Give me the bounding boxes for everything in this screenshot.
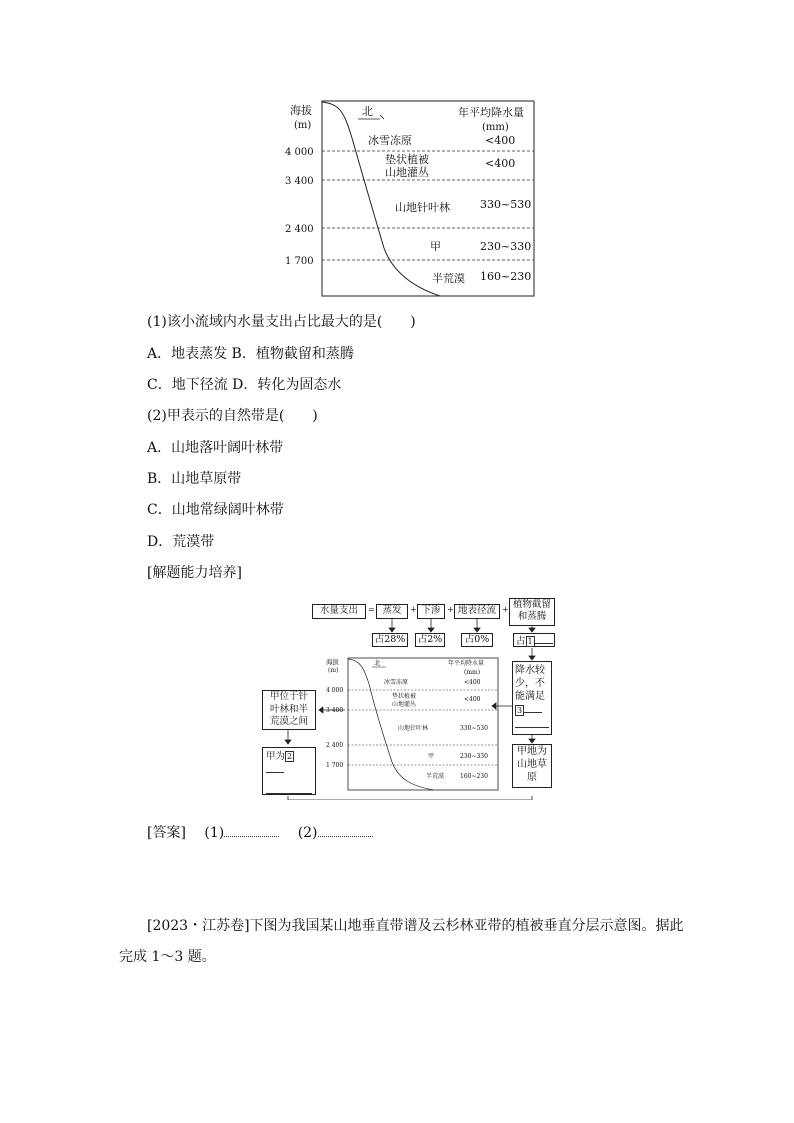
mini-altitude-unit: (m) — [328, 667, 339, 674]
right-note-line-1: 降水较 — [515, 665, 545, 676]
mini-zone-diagram — [324, 654, 504, 792]
right-note-line-2: 少，不 — [515, 678, 545, 689]
tick-4000: 4 000 — [285, 147, 314, 158]
blank-3-marker: 3 — [517, 706, 523, 715]
vertical-zone-diagram — [280, 98, 540, 302]
plant-line-2: 和蒸腾 — [517, 611, 547, 622]
plant-pct-box — [513, 633, 555, 647]
mini-north-label: 北 — [374, 659, 381, 667]
plus-3: + — [502, 605, 509, 614]
answer-label: [答案] — [147, 825, 186, 841]
left-note-line-3: 荒漠之间 — [269, 716, 308, 727]
next-question-line-1: [2023・江苏卷]下图为我国某山地垂直带谱及云杉林亚带的植被垂直分层示意图。据此 — [147, 918, 684, 934]
right-result-box — [512, 744, 552, 788]
zone-jia: 甲 — [430, 240, 441, 253]
blank-2-line-a — [266, 763, 284, 773]
answer-2-label: (2) — [297, 825, 318, 841]
zone-cushion: 垫状植被 — [385, 153, 429, 166]
right-result-line-2: 山地草 — [517, 759, 547, 770]
blank-3-line-a — [524, 703, 542, 713]
mini-zone-conifer: 山地针叶林 — [398, 725, 429, 732]
zone-shrub: 山地灌丛 — [385, 166, 429, 179]
tick-1700: 1 700 — [285, 256, 314, 267]
mini-precip-header: 年平均降水量 — [448, 660, 485, 667]
mini-zone-shrub: 山地灌丛 — [392, 701, 417, 708]
runoff-pct-box: 占0% — [461, 633, 493, 647]
precip-ice-tundra: <400 — [485, 134, 516, 147]
tick-2400: 2 400 — [285, 224, 314, 235]
plant-line-1: 植物截留 — [512, 599, 551, 610]
precip-conifer: 330~530 — [480, 198, 532, 211]
mini-tick-2400: 2 400 — [326, 742, 344, 749]
question-1: (1)该小流域内水量支出占比最大的是( ) — [147, 314, 416, 330]
seep-box: 下渗 — [417, 604, 445, 619]
mini-precip-cushion: <400 — [464, 696, 481, 703]
water-out-box: 水量支出 — [312, 604, 366, 619]
precip-cushion: <400 — [485, 157, 516, 170]
question-2-option-a: A．山地落叶阔叶林带 — [147, 440, 284, 456]
right-note-line-3: 能满足 — [515, 691, 545, 702]
blank-2-line-b — [266, 781, 312, 794]
zone-ice-tundra: 冰雪冻原 — [368, 134, 412, 147]
evap-pct-box: 占28% — [372, 633, 408, 647]
plus-2: + — [447, 605, 454, 614]
mini-zone-jia: 甲 — [428, 753, 435, 760]
jia-is-label: 甲为 — [266, 751, 286, 762]
equals-sign: = — [368, 605, 375, 614]
blank-1-line — [535, 634, 553, 644]
blank-2-marker: 2 — [287, 752, 293, 761]
precip-unit: (mm) — [482, 122, 509, 133]
blank-1-marker: 1 — [527, 637, 533, 646]
left-note-line-1: 甲位于针 — [269, 691, 308, 702]
mini-zone-semi-desert: 半荒漠 — [426, 773, 445, 780]
north-label: 北 — [362, 105, 373, 118]
right-note-box — [512, 661, 552, 735]
mini-precip-jia: 230~330 — [460, 753, 488, 760]
seep-pct-box: 占2% — [415, 633, 445, 647]
left-note-box — [262, 690, 316, 730]
question-2-option-c: C．山地常绿阔叶林带 — [147, 502, 284, 518]
plant-pct-prefix: 占 — [516, 636, 526, 647]
left-note-line-2: 叶林和半 — [269, 703, 308, 715]
question-1-options-ab: A．地表蒸发 B．植物截留和蒸腾 — [147, 346, 354, 362]
mini-precip-ice-tundra: <400 — [464, 679, 481, 686]
question-2: (2)甲表示的自然带是( ) — [147, 408, 318, 424]
mini-precip-unit: (mm) — [464, 669, 481, 676]
question-2-option-d: D．荒漠带 — [147, 534, 215, 550]
altitude-unit: (m) — [294, 120, 312, 131]
answer-1-label: (1) — [204, 825, 225, 841]
mini-precip-semi-desert: 160~230 — [460, 773, 488, 780]
plus-1: + — [410, 605, 417, 614]
mini-zone-cushion: 垫状植被 — [392, 693, 417, 700]
answer-2-blank[interactable] — [318, 826, 373, 837]
analysis-flow-figure — [258, 598, 558, 800]
mini-altitude-label: 海拔 — [326, 658, 339, 666]
mini-tick-3400: 3 400 — [326, 707, 344, 714]
precip-header: 年平均降水量 — [458, 106, 524, 119]
question-1-options-cd: C．地下径流 D．转化为固态水 — [147, 377, 342, 393]
tick-3400: 3 400 — [285, 176, 314, 187]
precip-jia: 230~330 — [480, 240, 532, 253]
right-result-line-3: 原 — [527, 772, 537, 783]
answer-1-blank[interactable] — [224, 826, 279, 837]
question-2-option-b: B．山地草原带 — [147, 471, 242, 487]
blank-3-line-b — [515, 717, 549, 728]
runoff-box: 地表径流 — [454, 604, 500, 619]
mini-precip-conifer: 330~530 — [460, 725, 488, 732]
next-question-line-2: 完成 1～3 题。 — [119, 949, 216, 965]
section-heading: [解题能力培养] — [147, 565, 242, 581]
answer-line — [147, 822, 373, 842]
zone-semi-desert: 半荒漠 — [432, 272, 465, 285]
mini-tick-4000: 4 000 — [326, 687, 344, 694]
altitude-label: 海拔 — [290, 104, 312, 117]
precip-semi-desert: 160~230 — [480, 270, 532, 283]
evap-box: 蒸发 — [376, 604, 408, 619]
mini-tick-1700: 1 700 — [326, 762, 344, 769]
zone-conifer: 山地针叶林 — [395, 201, 450, 214]
jia-is-box — [262, 747, 316, 795]
mini-zone-ice-tundra: 冰雪冻原 — [384, 679, 409, 686]
right-result-line-1: 甲地为 — [517, 746, 547, 757]
